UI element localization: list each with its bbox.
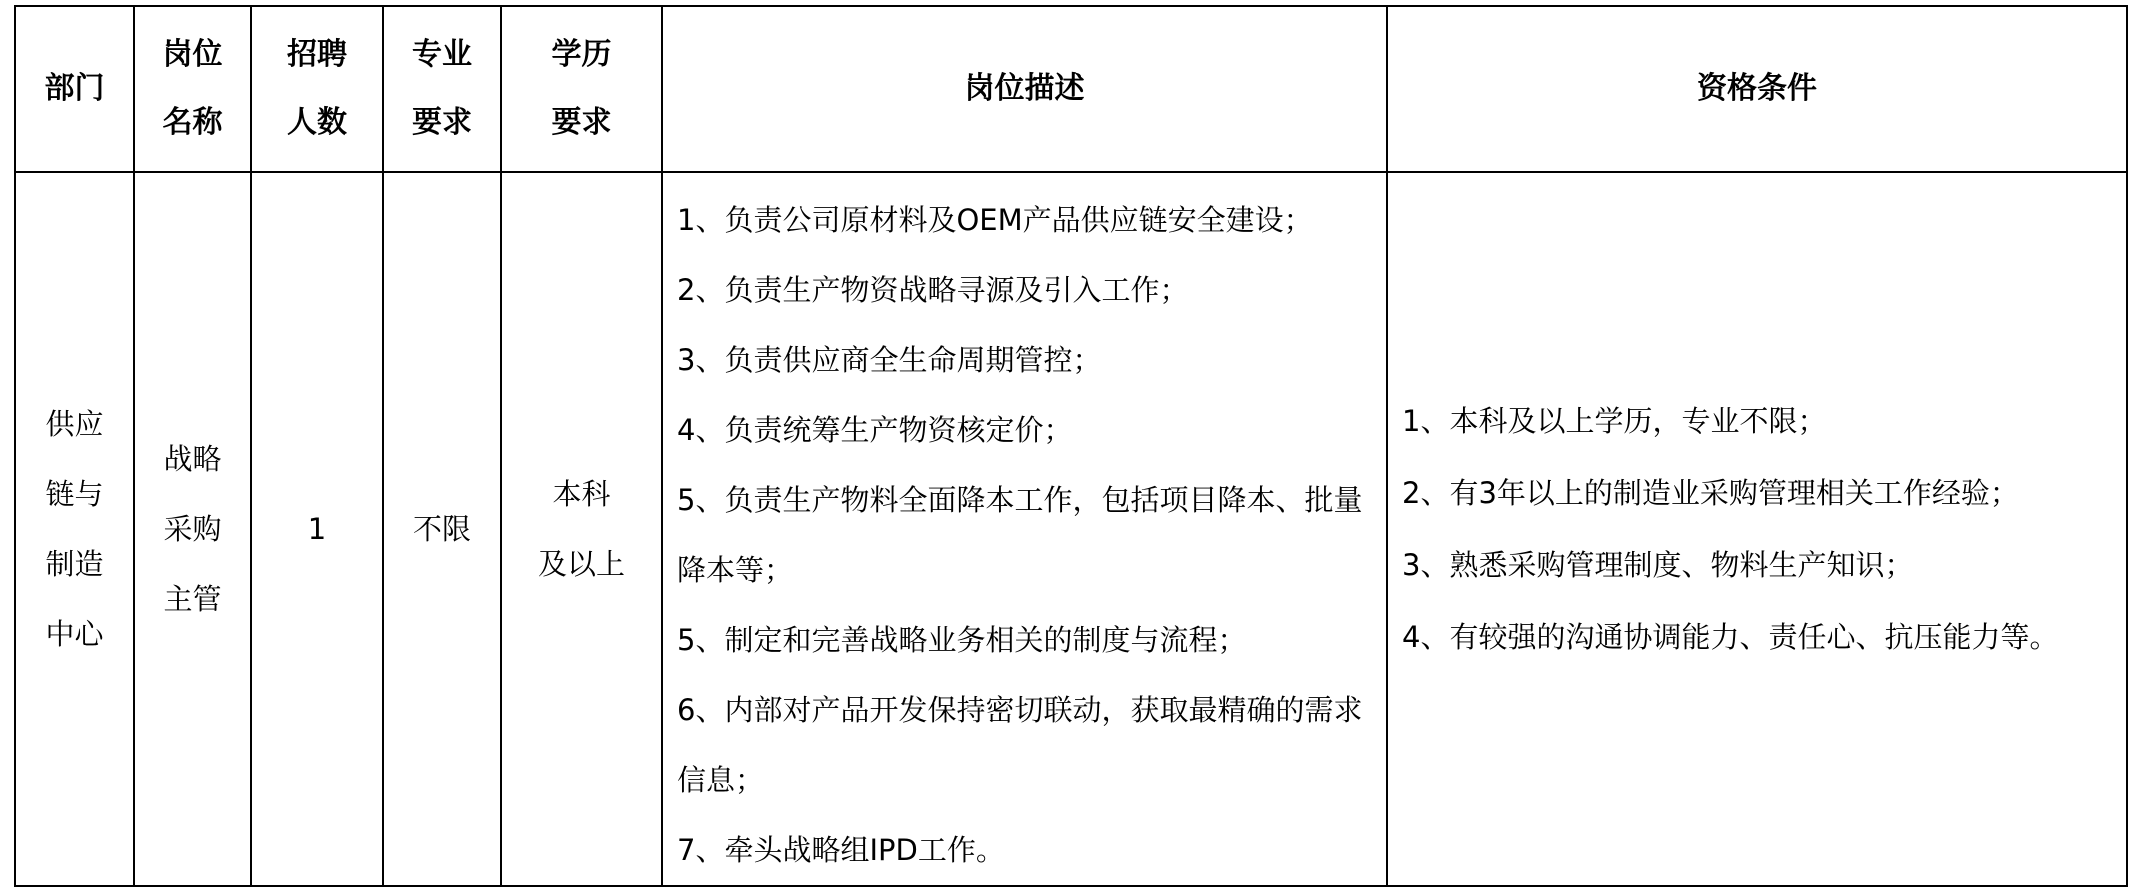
description-line: 7、牵头战略组IPD工作。 [677,833,1005,867]
cell-education: 本科 及以上 [501,172,662,886]
header-description: 岗位描述 [662,6,1387,172]
description-line: 1、负责公司原材料及OEM产品供应链安全建设； [677,203,1313,237]
header-major: 专业 要求 [383,6,501,172]
description-line: 5、制定和完善战略业务相关的制度与流程； [677,623,1247,657]
cell-major: 不限 [383,172,501,886]
job-table [14,5,2128,887]
description-line: 信息； [677,763,765,797]
description-line: 4、负责统筹生产物资核定价； [677,413,1073,447]
header-dept: 部门 [15,6,134,172]
cell-headcount: 1 [251,172,383,886]
header-education: 学历 要求 [501,6,662,172]
description-line: 2、负责生产物资战略寻源及引入工作； [677,273,1189,307]
header-position: 岗位 名称 [134,6,251,172]
cell-dept: 供应 链与 制造 中心 [15,172,134,886]
description-line: 6、内部对产品开发保持密切联动，获取最精确的需求 [677,693,1363,727]
description-line: 5、负责生产物料全面降本工作，包括项目降本、批量 [677,483,1363,517]
cell-qualifications [1387,172,2127,886]
qualification-line: 1、本科及以上学历，专业不限； [1402,404,1827,438]
cell-description [662,172,1387,886]
description-line: 3、负责供应商全生命周期管控； [677,343,1102,377]
header-row [15,6,2127,172]
qualification-line: 3、熟悉采购管理制度、物料生产知识； [1402,548,1914,582]
header-headcount: 招聘 人数 [251,6,383,172]
description-line: 降本等； [677,553,794,587]
qualification-line: 4、有较强的沟通协调能力、责任心、抗压能力等。 [1402,620,2059,654]
table-row [15,172,2127,886]
qualification-line: 2、有3年以上的制造业采购管理相关工作经验； [1402,476,2019,510]
cell-position: 战略 采购 主管 [134,172,251,886]
header-qualifications: 资格条件 [1387,6,2127,172]
